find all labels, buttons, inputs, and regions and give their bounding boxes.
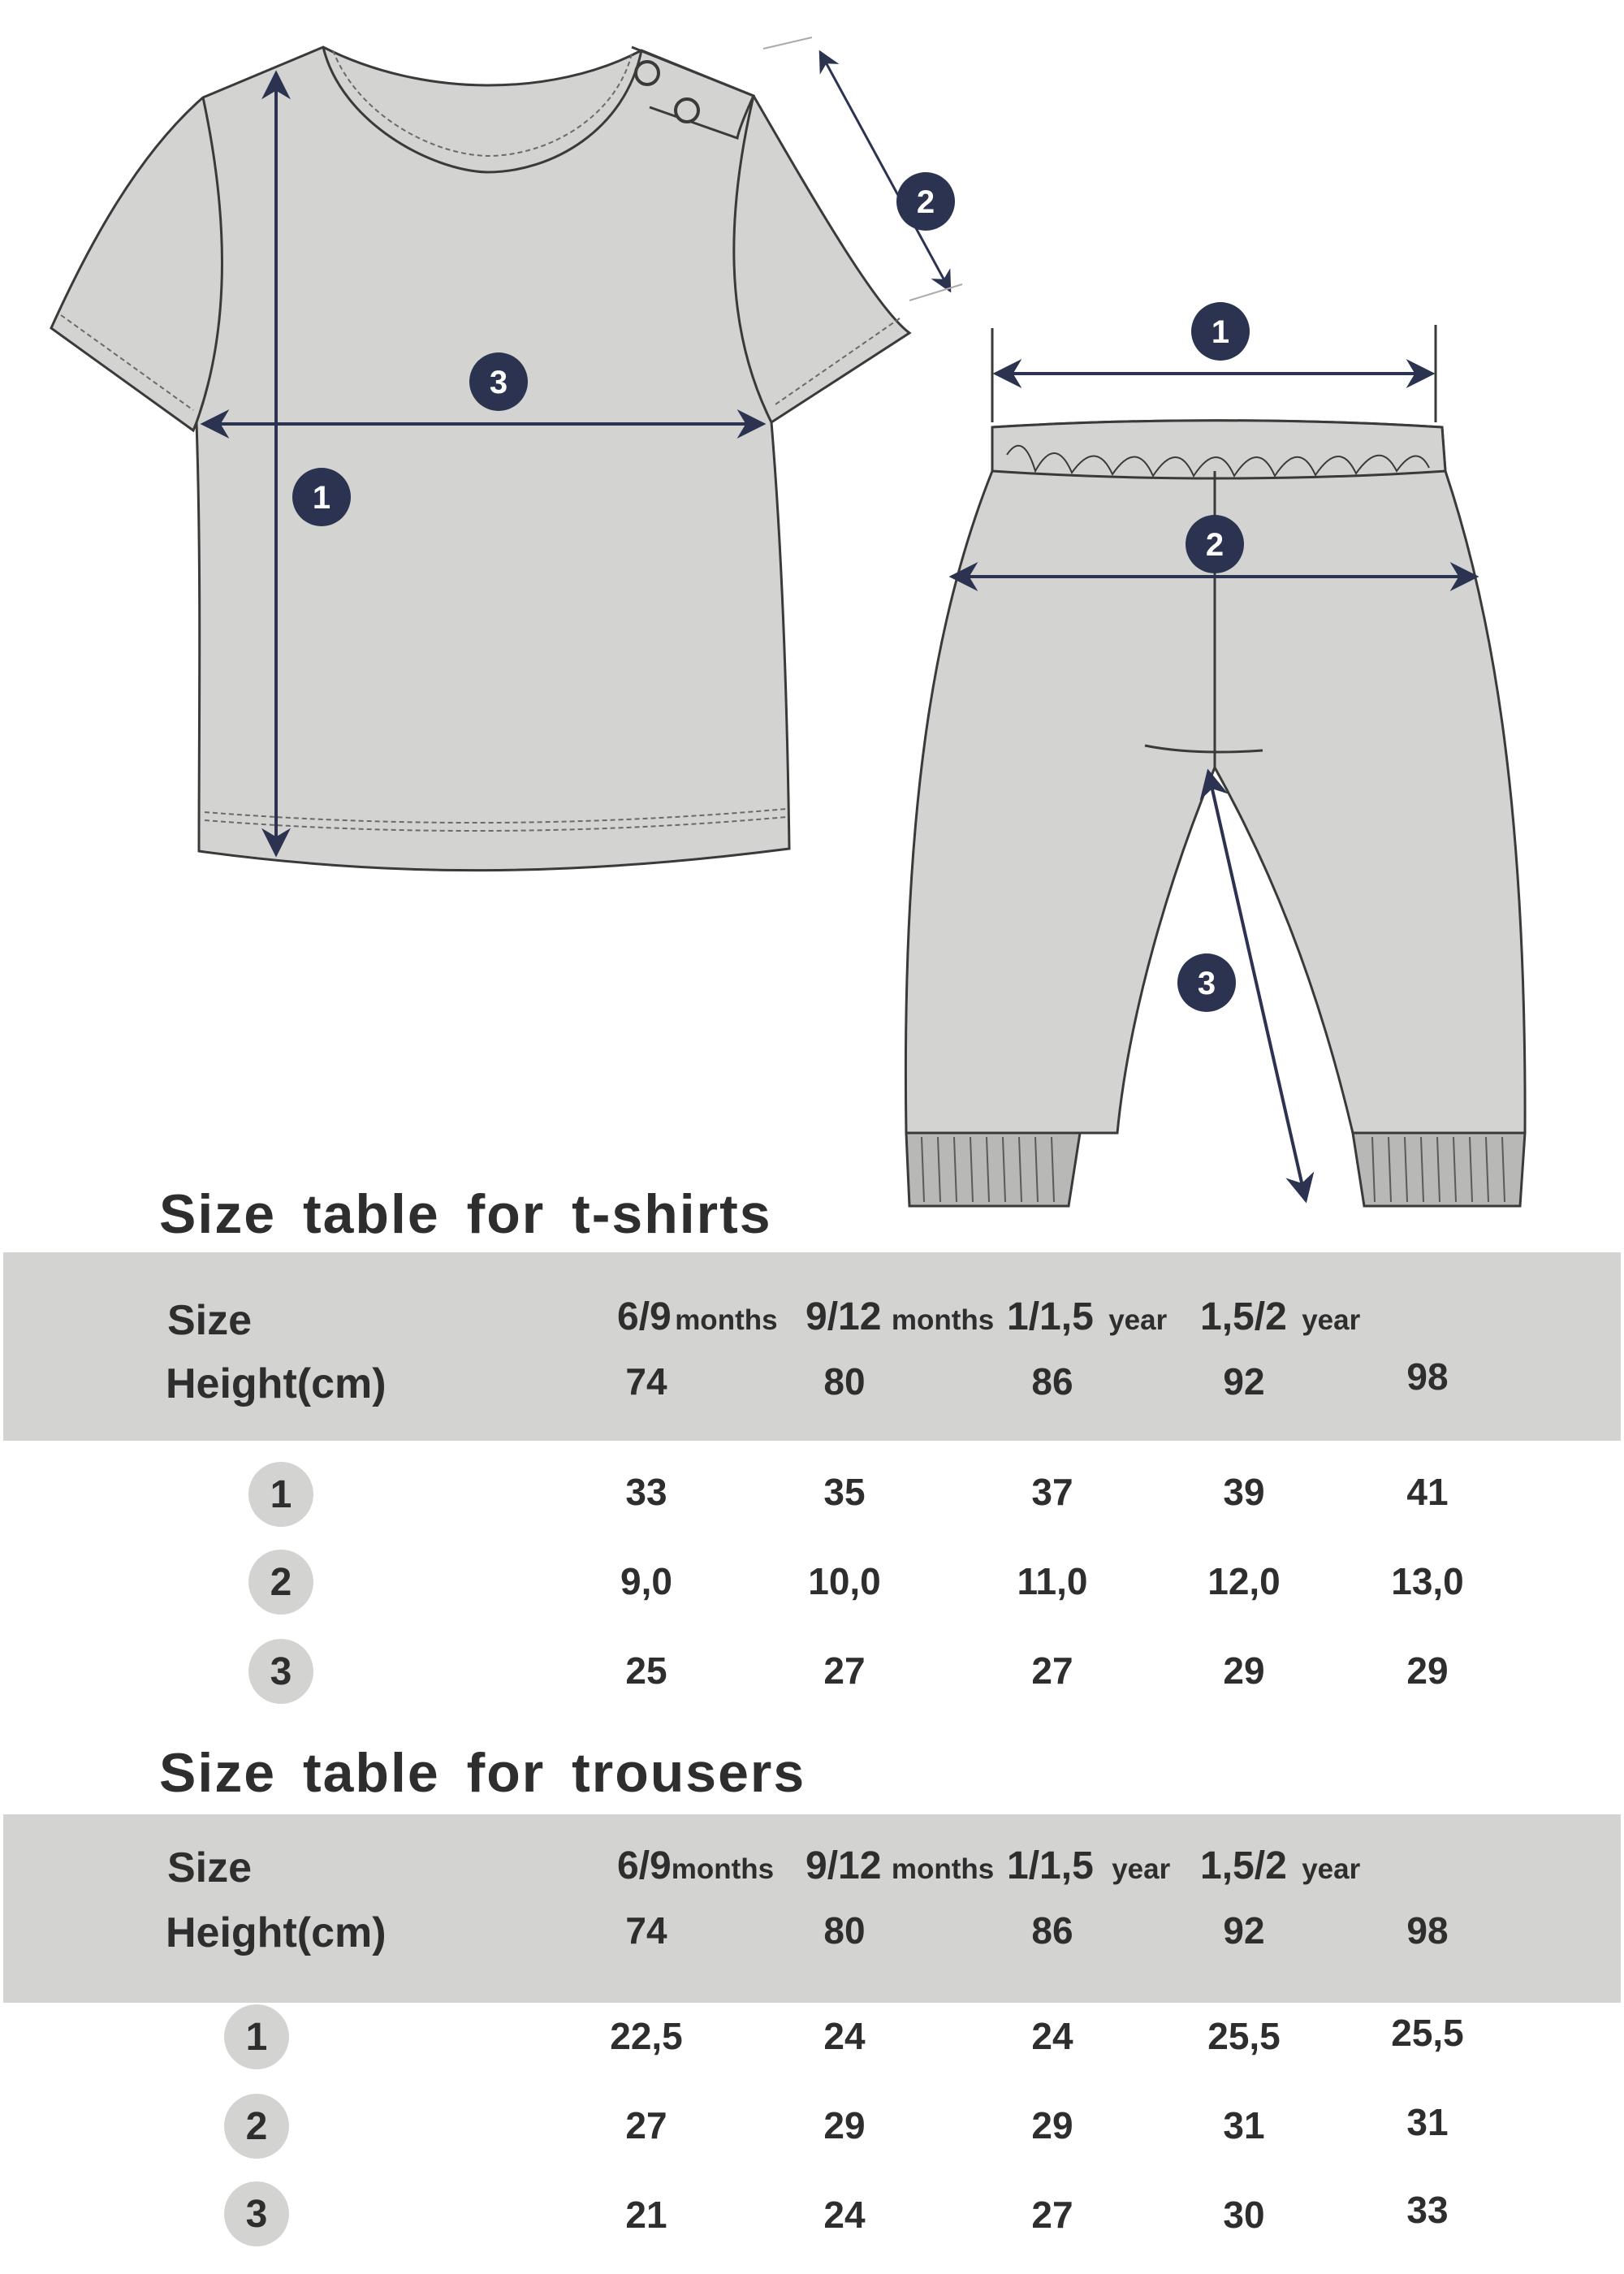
tshirts-row-2-value: 11,0	[1017, 1560, 1088, 1602]
tshirt-marker-1	[292, 468, 351, 526]
trousers-height-1: 74	[625, 1909, 667, 1952]
tshirt-illustration	[51, 47, 909, 871]
tshirts-size-col-2: 9/12 months	[806, 1295, 995, 1338]
tshirts-row-1-value: 39	[1223, 1471, 1265, 1513]
tshirts-height-3: 86	[1031, 1360, 1073, 1403]
tshirts-header-band	[3, 1252, 1621, 1441]
tshirts-height-2: 80	[823, 1360, 866, 1403]
tshirt-marker-2-label: 2	[916, 184, 935, 220]
tshirt-marker-2	[896, 172, 955, 231]
tshirts-row-1-marker: 1	[248, 1462, 313, 1527]
tshirts-row-2-value: 12,0	[1207, 1560, 1281, 1602]
tshirts-row-2-value: 13,0	[1391, 1560, 1464, 1602]
tshirts-row-3-value: 25	[625, 1649, 667, 1692]
trousers-marker-3-label: 3	[1197, 966, 1216, 1001]
tshirt-marker-3-label: 3	[489, 365, 508, 400]
trousers-row-2-value: 31	[1406, 2101, 1449, 2143]
trousers-row-2-value: 27	[625, 2104, 667, 2146]
tshirts-row-2-value: 10,0	[808, 1560, 881, 1602]
tshirts-size-col-3: 1/1,5 year	[1007, 1295, 1168, 1338]
tshirts-table-title: Size table for t-shirts	[159, 1183, 772, 1245]
tshirts-row-1-value: 37	[1031, 1471, 1073, 1513]
tshirts-row-3-value: 29	[1406, 1649, 1449, 1692]
trousers-row-1-value: 24	[1031, 2015, 1073, 2057]
tshirt-snap-bottom	[676, 99, 698, 122]
trousers-marker-1	[1191, 302, 1250, 361]
trousers-row-2-value: 29	[1031, 2104, 1073, 2146]
trousers-row-3-value: 30	[1223, 2194, 1265, 2236]
trousers-row-3-marker: 3	[224, 2181, 289, 2246]
tshirts-row-3-value: 29	[1223, 1649, 1265, 1692]
tshirts-row-1-value: 41	[1406, 1471, 1449, 1513]
tshirt-snap-top	[636, 62, 659, 84]
tshirts-height-label: Height(cm)	[166, 1360, 387, 1407]
trousers-table-title: Size table for trousers	[159, 1742, 806, 1804]
trousers-size-col-1: 6/9months	[617, 1844, 775, 1887]
trousers-row-2-value: 31	[1223, 2104, 1265, 2146]
tshirts-row-3-marker: 3	[248, 1639, 313, 1704]
tshirts-size-col-1: 6/9 months	[617, 1295, 778, 1338]
tshirts-row-2-marker: 2	[248, 1550, 313, 1615]
trousers-size-col-3: 1/1,5 year	[1007, 1844, 1171, 1887]
trousers-row-1-value: 22,5	[610, 2015, 683, 2057]
tshirts-row-2-value: 9,0	[620, 1560, 672, 1602]
tshirts-height-1: 74	[625, 1360, 667, 1403]
trousers-marker-3	[1177, 953, 1236, 1012]
trousers-marker-1-label: 1	[1211, 314, 1230, 350]
tshirts-size-label: Size	[167, 1297, 253, 1344]
tshirts-height-5: 98	[1406, 1355, 1449, 1398]
trousers-marker-2	[1186, 515, 1244, 573]
tshirts-size-col-4: 1,5/2 year	[1200, 1295, 1361, 1338]
trousers-row-1-value: 25,5	[1391, 2012, 1464, 2054]
trousers-row-1-value: 24	[823, 2015, 866, 2057]
tshirts-height-4: 92	[1223, 1360, 1265, 1403]
tshirts-row-1-value: 35	[823, 1471, 866, 1513]
tshirts-row-3-value: 27	[1031, 1649, 1073, 1692]
trousers-row-1-value: 25,5	[1207, 2015, 1281, 2057]
trousers-size-label: Size	[167, 1844, 253, 1891]
trousers-waistband	[992, 421, 1445, 478]
trousers-row-3-value: 27	[1031, 2194, 1073, 2236]
trousers-row-3-value: 21	[625, 2194, 667, 2236]
trousers-height-2: 80	[823, 1909, 866, 1952]
trousers-size-col-2: 9/12 months	[806, 1844, 995, 1887]
tshirt-marker-3	[469, 352, 528, 411]
tshirt-marker-1-label: 1	[312, 480, 331, 516]
trousers-height-3: 86	[1031, 1909, 1073, 1952]
trousers-height-4: 92	[1223, 1909, 1265, 1952]
trousers-size-col-4: 1,5/2 year	[1200, 1844, 1361, 1887]
trousers-height-5: 98	[1406, 1909, 1449, 1952]
trousers-row-2-value: 29	[823, 2104, 866, 2146]
trousers-row-3-value: 33	[1406, 2189, 1449, 2231]
trousers-marker-2-label: 2	[1205, 527, 1224, 563]
trousers-height-label: Height(cm)	[166, 1909, 387, 1956]
tshirts-row-1-value: 33	[625, 1471, 667, 1513]
tshirts-row-3-value: 27	[823, 1649, 866, 1692]
trousers-row-1-marker: 1	[224, 2004, 289, 2069]
trousers-row-3-value: 24	[823, 2194, 866, 2236]
trousers-row-2-marker: 2	[224, 2094, 289, 2159]
